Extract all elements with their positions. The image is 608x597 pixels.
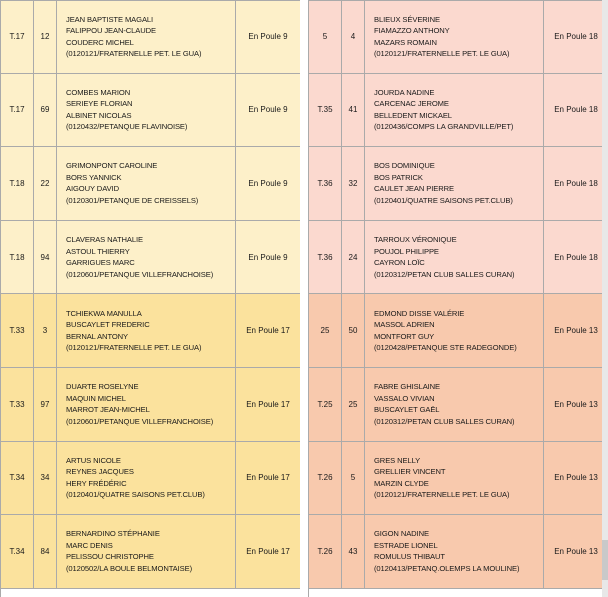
table-number-cell: T.26 xyxy=(309,442,342,515)
status-cell: En Poule 13 xyxy=(544,294,608,367)
team-row[interactable] xyxy=(1,294,300,368)
club-line: (0120312/PETAN CLUB SALLES CURAN) xyxy=(374,416,515,426)
player-name: CAULET JEAN PIERRE xyxy=(374,184,454,194)
status-cell: En Poule 9 xyxy=(236,1,301,73)
players-cell xyxy=(57,515,236,588)
player-name: POUJOL PHILIPPE xyxy=(374,246,439,256)
team-number-cell: 12 xyxy=(34,1,57,73)
club-line: (0120428/PETANQUE STE RADEGONDE) xyxy=(374,343,517,353)
player-name: ASTOUL THIERRY xyxy=(66,246,130,256)
status-cell: En Poule 13 xyxy=(544,368,608,441)
status-cell: En Poule 13 xyxy=(544,442,608,515)
players-cell xyxy=(57,221,236,294)
player-name: ALBINET NICOLAS xyxy=(66,110,132,120)
club-line: (0120121/FRATERNELLE PET. LE GUA) xyxy=(66,343,202,353)
club-line: (0120121/FRATERNELLE PET. LE GUA) xyxy=(374,49,510,59)
team-number-cell: 22 xyxy=(34,147,57,220)
table-number-cell: T.33 xyxy=(1,294,34,367)
table-number-cell: T.34 xyxy=(1,515,34,588)
table-number-cell: T.17 xyxy=(1,74,34,147)
player-name: HERY FRÉDÉRIC xyxy=(66,478,127,488)
club-line: (0120436/COMPS LA GRANDVILLE/PET) xyxy=(374,122,514,132)
player-name: SERIEYE FLORIAN xyxy=(66,99,133,109)
player-name: GIGON NADINE xyxy=(374,529,429,539)
player-name: BERNAL ANTONY xyxy=(66,331,129,341)
player-name: BERNARDINO STÉPHANIE xyxy=(66,529,160,539)
club-line: (0120502/LA BOULE BELMONTAISE) xyxy=(66,563,193,573)
table-number-cell: T.36 xyxy=(309,147,342,220)
team-number-cell: 50 xyxy=(342,294,365,367)
players-cell xyxy=(365,294,544,367)
club-line: (0120601/PETANQUE VILLEFRANCHOISE) xyxy=(66,416,214,426)
players-cell xyxy=(57,147,236,220)
status-cell: En Poule 13 xyxy=(544,515,608,588)
players-cell xyxy=(365,147,544,220)
team-row[interactable] xyxy=(1,74,300,148)
team-number-cell: 34 xyxy=(34,442,57,515)
team-number-cell: 3 xyxy=(34,294,57,367)
players-cell xyxy=(57,368,236,441)
player-name: JOURDA NADINE xyxy=(374,87,435,97)
team-row[interactable] xyxy=(1,368,300,442)
player-name: GRELLIER VINCENT xyxy=(374,467,446,477)
player-name: BUSCAYLET GAËL xyxy=(374,405,440,415)
team-row[interactable] xyxy=(309,74,608,148)
player-name: FIAMAZZO ANTHONY xyxy=(374,26,450,36)
team-number-cell: 84 xyxy=(34,515,57,588)
status-cell: En Poule 17 xyxy=(236,368,301,441)
status-cell: En Poule 18 xyxy=(544,147,608,220)
status-cell: En Poule 9 xyxy=(236,74,301,147)
club-line: (0120413/PETANQ.OLEMPS LA MOULINE) xyxy=(374,563,520,573)
club-line: (0120121/FRATERNELLE PET. LE GUA) xyxy=(374,490,510,500)
team-row[interactable] xyxy=(309,0,608,74)
players-cell xyxy=(365,515,544,588)
table-number-cell: 25 xyxy=(309,294,342,367)
player-name: ARTUS NICOLE xyxy=(66,455,121,465)
status-cell: En Poule 9 xyxy=(236,221,301,294)
player-name: DUARTE ROSELYNE xyxy=(66,382,139,392)
vertical-scrollbar[interactable] xyxy=(602,0,608,597)
team-number-cell: 5 xyxy=(342,442,365,515)
status-cell: En Poule 18 xyxy=(544,74,608,147)
player-name: MAQUIN MICHEL xyxy=(66,393,126,403)
team-row[interactable] xyxy=(1,147,300,221)
table-number-cell: T.26 xyxy=(309,515,342,588)
club-line: (0120432/PETANQUE FLAVINOISE) xyxy=(66,122,188,132)
players-cell xyxy=(365,1,544,73)
table-number-cell: T.35 xyxy=(309,74,342,147)
player-name: AIGOUY DAVID xyxy=(66,184,119,194)
scrollbar-thumb[interactable] xyxy=(602,540,608,580)
player-name: GARRIGUES MARC xyxy=(66,258,135,268)
player-name: VASSALO VIVIAN xyxy=(374,393,435,403)
players-cell xyxy=(365,368,544,441)
player-name: TCHIEKWA MANULLA xyxy=(66,308,142,318)
players-cell xyxy=(57,442,236,515)
players-cell xyxy=(57,294,236,367)
player-name: PELISSOU CHRISTOPHE xyxy=(66,552,154,562)
player-name: REYNES JACQUES xyxy=(66,467,134,477)
player-name: ROMULUS THIBAUT xyxy=(374,552,445,562)
table-number-cell: T.33 xyxy=(1,368,34,441)
team-number-cell: 94 xyxy=(34,221,57,294)
team-row[interactable] xyxy=(309,294,608,368)
team-number-cell: 24 xyxy=(342,221,365,294)
status-cell: En Poule 18 xyxy=(544,221,608,294)
player-name: MASSOL ADRIEN xyxy=(374,320,435,330)
players-cell xyxy=(57,1,236,73)
player-name: MAZARS ROMAIN xyxy=(374,37,437,47)
table-number-cell: 5 xyxy=(309,1,342,73)
player-name: ESTRADE LIONEL xyxy=(374,540,438,550)
column-separator xyxy=(300,0,308,597)
right-team-list xyxy=(308,0,608,597)
table-number-cell: T.36 xyxy=(309,221,342,294)
players-cell xyxy=(57,74,236,147)
status-cell: En Poule 18 xyxy=(544,1,608,73)
team-number-cell: 25 xyxy=(342,368,365,441)
status-cell: En Poule 17 xyxy=(236,442,301,515)
team-number-cell: 97 xyxy=(34,368,57,441)
team-row[interactable] xyxy=(309,221,608,295)
player-name: BELLEDENT MICKAEL xyxy=(374,110,452,120)
players-cell xyxy=(365,74,544,147)
table-number-cell: T.18 xyxy=(1,147,34,220)
table-number-cell: T.34 xyxy=(1,442,34,515)
player-name: CLAVERAS NATHALIE xyxy=(66,235,143,245)
club-line: (0120401/QUATRE SAISONS PET.CLUB) xyxy=(66,490,205,500)
player-name: BOS PATRICK xyxy=(374,172,423,182)
left-team-list xyxy=(0,0,300,597)
player-name: GRES NELLY xyxy=(374,455,421,465)
club-line: (0120121/FRATERNELLE PET. LE GUA) xyxy=(66,49,202,59)
player-name: FABRE GHISLAINE xyxy=(374,382,441,392)
player-name: BLIEUX SÉVERINE xyxy=(374,14,441,24)
player-name: JEAN BAPTISTE MAGALI xyxy=(66,14,154,24)
player-name: MARROT JEAN-MICHEL xyxy=(66,405,150,415)
club-line: (0120312/PETAN CLUB SALLES CURAN) xyxy=(374,269,515,279)
player-name: EDMOND DISSE VALÉRIE xyxy=(374,308,465,318)
status-cell: En Poule 17 xyxy=(236,294,301,367)
team-number-cell: 69 xyxy=(34,74,57,147)
team-number-cell: 41 xyxy=(342,74,365,147)
status-cell: En Poule 9 xyxy=(236,147,301,220)
player-name: MONTFORT GUY xyxy=(374,331,435,341)
status-cell: En Poule 17 xyxy=(236,515,301,588)
team-number-cell: 32 xyxy=(342,147,365,220)
player-name: COUDERC MICHEL xyxy=(66,37,134,47)
player-name: BOS DOMINIQUE xyxy=(374,161,435,171)
table-number-cell: T.25 xyxy=(309,368,342,441)
team-number-cell: 43 xyxy=(342,515,365,588)
team-row[interactable] xyxy=(1,221,300,295)
player-name: CAYRON LOÏC xyxy=(374,258,425,268)
player-name: MARZIN CLYDE xyxy=(374,478,429,488)
team-number-cell: 4 xyxy=(342,1,365,73)
team-row[interactable] xyxy=(309,147,608,221)
team-row[interactable] xyxy=(1,0,300,74)
club-line: (0120401/QUATRE SAISONS PET.CLUB) xyxy=(374,195,513,205)
team-row[interactable] xyxy=(309,515,608,589)
player-name: BUSCAYLET FREDERIC xyxy=(66,320,150,330)
team-row[interactable] xyxy=(1,442,300,516)
team-row[interactable] xyxy=(1,515,300,589)
team-row[interactable] xyxy=(309,442,608,516)
player-name: FALIPPOU JEAN-CLAUDE xyxy=(66,26,156,36)
team-row[interactable] xyxy=(309,368,608,442)
table-number-cell: T.18 xyxy=(1,221,34,294)
players-cell xyxy=(365,221,544,294)
club-line: (0120301/PETANQUE DE CREISSELS) xyxy=(66,195,199,205)
players-cell xyxy=(365,442,544,515)
player-name: BORS YANNICK xyxy=(66,172,122,182)
player-name: CARCENAC JEROME xyxy=(374,99,449,109)
player-name: TARROUX VÉRONIQUE xyxy=(374,235,457,245)
player-name: MARC DENIS xyxy=(66,540,113,550)
club-line: (0120601/PETANQUE VILLEFRANCHOISE) xyxy=(66,269,214,279)
table-number-cell: T.17 xyxy=(1,1,34,73)
player-name: COMBES MARION xyxy=(66,87,131,97)
player-name: GRIMONPONT CAROLINE xyxy=(66,161,158,171)
